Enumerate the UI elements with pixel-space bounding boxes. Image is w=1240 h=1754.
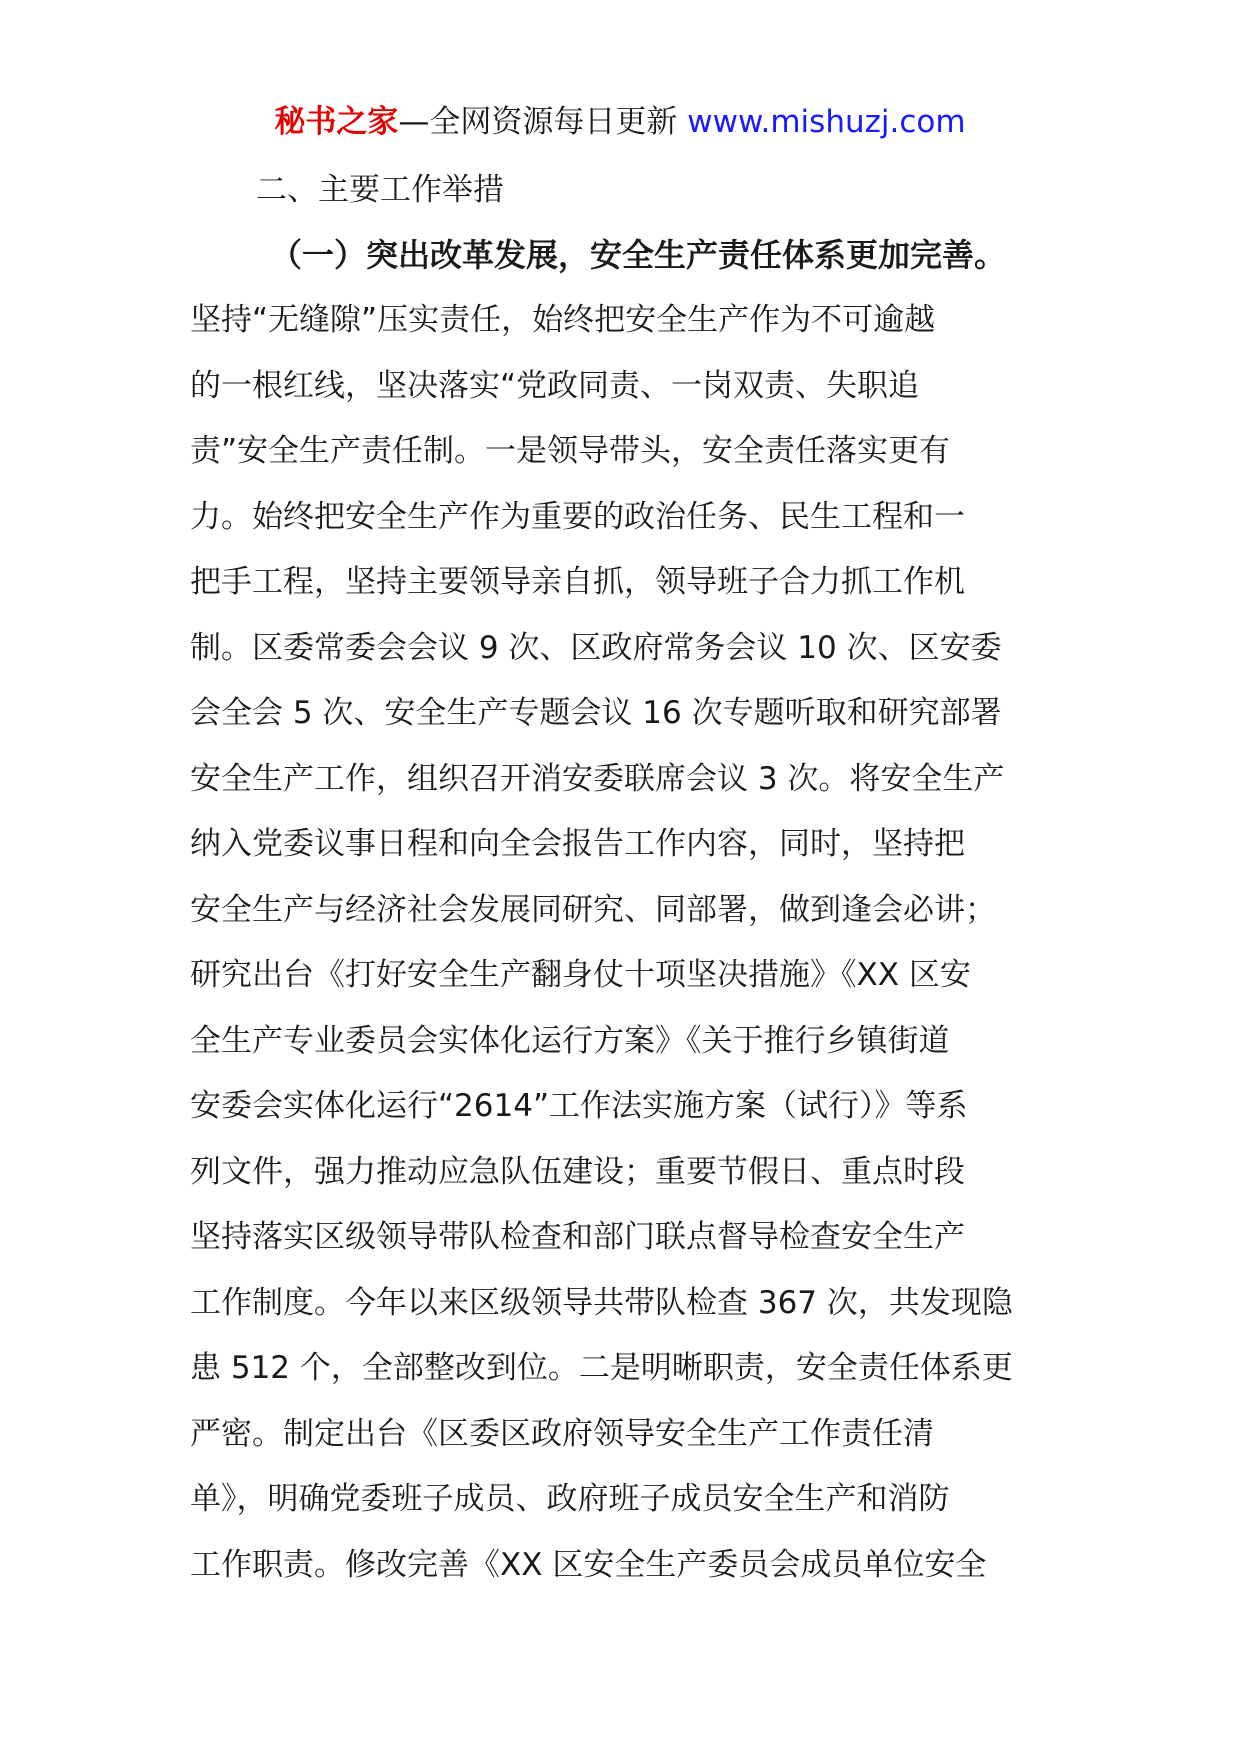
text-line: 安全生产与经济社会发展同研究、同部署，做到逢会必讲； bbox=[190, 891, 996, 928]
text-line: 坚持“无缝隙”压实责任，始终把安全生产作为不可逾越 bbox=[190, 302, 936, 338]
text-line: 工作职责。修改完善《XX 区安全生产委员会成员单位安全 bbox=[190, 1546, 987, 1583]
website-link[interactable]: www.mishuzj.com bbox=[687, 104, 966, 140]
page-header bbox=[0, 102, 1240, 142]
text-line: 严密。制定出台《区委区政府领导安全生产工作责任清 bbox=[190, 1415, 934, 1452]
text-line: 安全生产工作，组织召开消安委联席会议 3 次。将安全生产 bbox=[190, 760, 1005, 797]
text-line: 的一根红线，坚决落实“党政同责、一岗双责、失职追 bbox=[190, 367, 920, 404]
text-line: 单》，明确党委班子成员、政府班子成员安全生产和消防 bbox=[190, 1481, 950, 1517]
text-line: 把手工程，坚持主要领导亲自抓，领导班子合力抓工作机 bbox=[190, 564, 965, 600]
text-line: 纳入党委议事日程和向全会报告工作内容，同时，坚持把 bbox=[190, 826, 965, 862]
text-line: 工作制度。今年以来区级领导共带队检查 367 次，共发现隐 bbox=[190, 1284, 1013, 1321]
brand-name: 秘书之家 bbox=[274, 104, 399, 140]
body-paragraph bbox=[190, 300, 1070, 1610]
text-line: 研究出台《打好安全生产翻身仗十项坚决措施》《XX 区安 bbox=[190, 957, 971, 993]
text-line: 全生产专业委员会实体化运行方案》《关于推行乡镇街道 bbox=[190, 1022, 950, 1059]
text-line: 坚持落实区级领导带队检查和部门联点督导检查安全生产 bbox=[190, 1219, 965, 1255]
text-line: 会全会 5 次、安全生产专题会议 16 次专题听取和研究部署 bbox=[190, 695, 1002, 731]
text-line: 安委会实体化运行“2614”工作法实施方案（试行）》等系 bbox=[190, 1088, 968, 1124]
text-line: 列文件，强力推动应急队伍建设；重要节假日、重点时段 bbox=[190, 1153, 965, 1190]
text-line: 力。始终把安全生产作为重要的政治任务、民生工程和一 bbox=[190, 498, 965, 535]
text-line: 患 512 个，全部整改到位。二是明晰职责，安全责任体系更 bbox=[190, 1350, 1013, 1386]
text-line: 制。区委常委会会议 9 次、区政府常务会议 10 次、区安委 bbox=[190, 629, 1002, 666]
text-line: 责”安全生产责任制。一是领导带头，安全责任落实更有 bbox=[190, 433, 951, 469]
header-tagline: —全网资源每日更新 bbox=[398, 104, 678, 140]
subsection-heading: （一）突出改革发展，安全生产责任体系更加完善。 bbox=[270, 236, 1007, 274]
section-heading: 二、主要工作举措 bbox=[256, 172, 504, 208]
